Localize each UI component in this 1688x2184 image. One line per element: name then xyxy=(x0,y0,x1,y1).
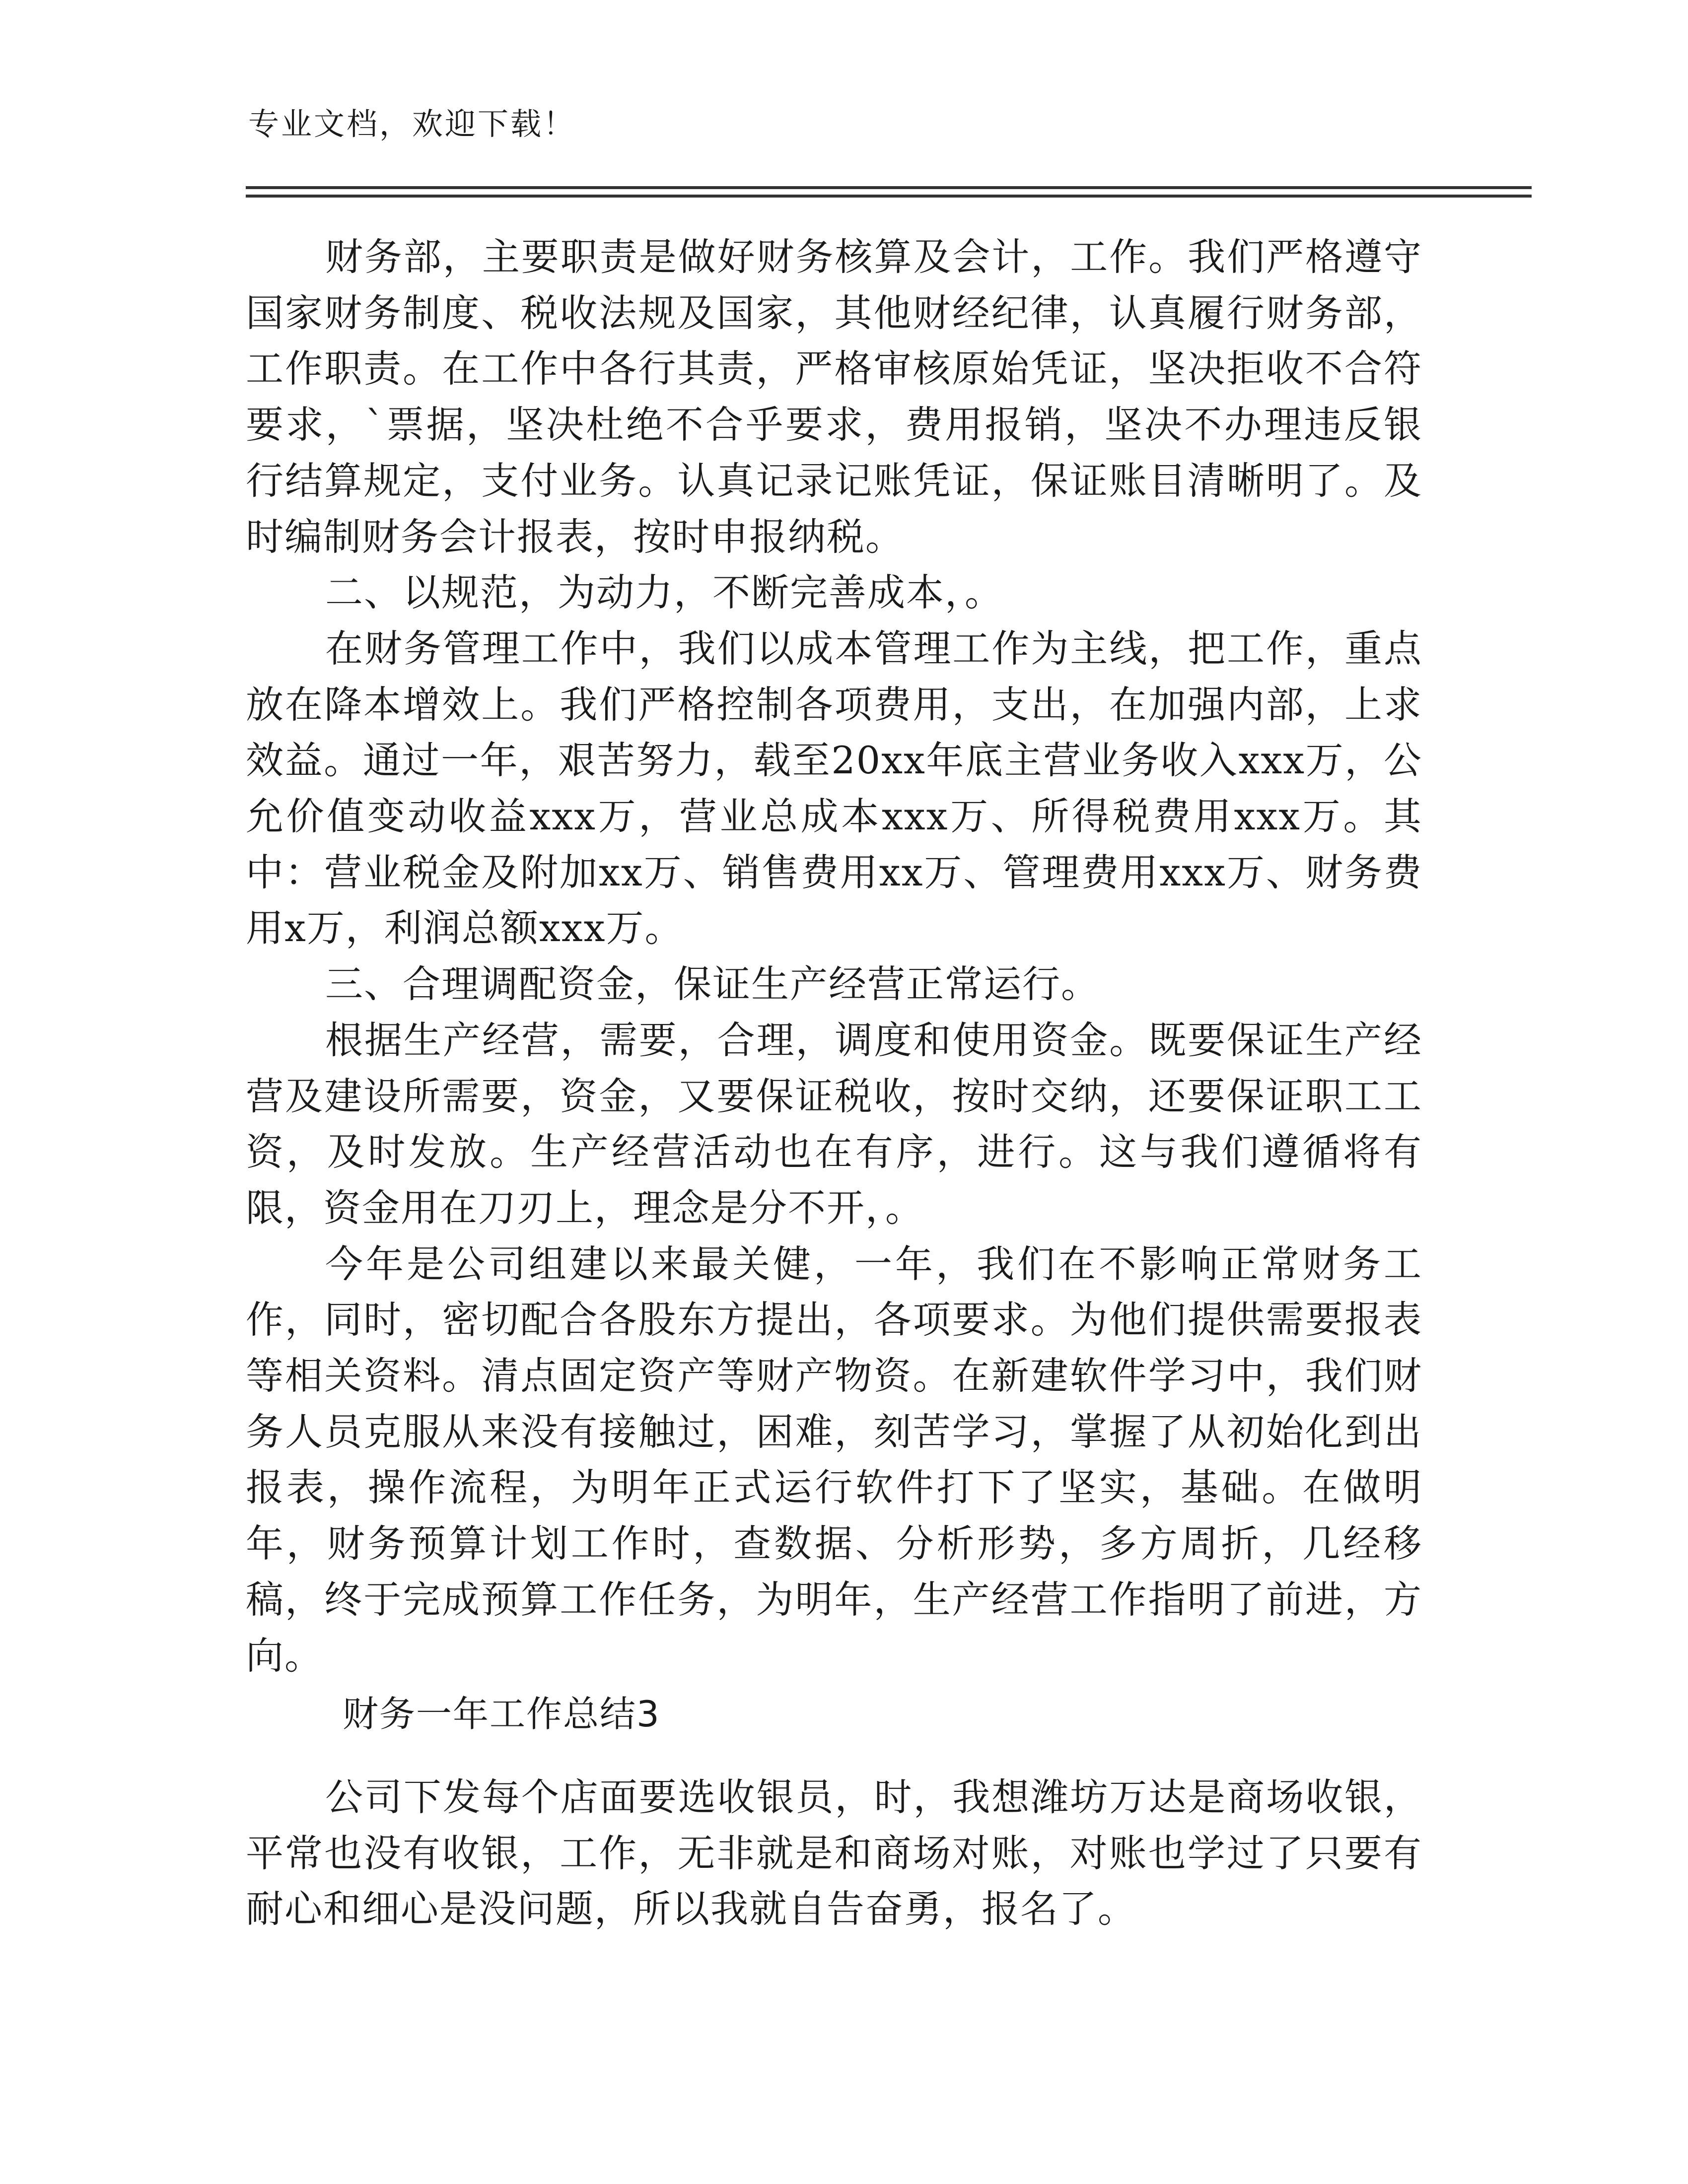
document-body xyxy=(246,229,1422,1684)
paragraph: 根据生产经营，需要，合理，调度和使用资金。既要保证生产经营及建设所需要，资金，又要保证税收，按时交纳，还要保证职工工资，及时发放。生产经营活动也在有序，进行。这与我们遵循将有限，资金用在刀刃上，理念是分不开，。 xyxy=(246,1018,1422,1230)
section-body xyxy=(246,1770,1422,1937)
paragraph: 公司下发每个店面要选收银员，时，我想潍坊万达是商场收银，平常也没有收银，工作，无非就是和商场对账，对账也学过了只要有耐心和细心是没问题，所以我就自告奋勇，报名了。 xyxy=(246,1775,1422,1931)
header-rule-bottom xyxy=(246,195,1532,198)
page-header: 专业文档，欢迎下载！ xyxy=(248,106,576,142)
paragraph: 三、合理调配资金，保证生产经营正常运行。 xyxy=(325,962,1100,1007)
paragraph: 财务部，主要职责是做好财务核算及会计，工作。我们严格遵守国家财务制度、税收法规及国家，其他财经纪律，认真履行财务部，工作职责。在工作中各行其责，严格审核原始凭证，坚决拒收不合符要求，`票据，坚决杜绝不合乎要求，费用报销，坚决不办理违反银行结算规定，支付业务。认真记录记账凭证，保证账目清晰明了。及时编制财务会计报表，按时申报纳税。 xyxy=(246,235,1422,559)
paragraph: 今年是公司组建以来最关健，一年，我们在不影响正常财务工作，同时，密切配合各股东方提出，各项要求。为他们提供需要报表等相关资料。清点固定资产等财产物资。在新建软件学习中，我们财务人员克服从来没有接触过，困难，刻苦学习，掌握了从初始化到出报表，操作流程，为明年正式运行软件打下了坚实，基础。在做明年，财务预算计划工作时，查数据、分析形势，多方周折，几经移稿，终于完成预算工作任务，为明年，生产经营工作指明了前进，方向。 xyxy=(246,1241,1422,1678)
paragraph: 二、以规范，为动力，不断完善成本，。 xyxy=(325,570,1003,615)
section-heading: 财务一年工作总结3 xyxy=(343,1693,660,1735)
paragraph: 在财务管理工作中，我们以成本管理工作为主线，把工作，重点放在降本增效上。我们严格控制各项费用，支出，在加强内部，上求效益。通过一年，艰苦努力，载至20xx年底主营业务收入xxx万，公允价值变动收益xxx万，营业总成本xxx万、所得税费用xxx万。其中：营业税金及附加xx万、销售费用xx万、管理费用xxx万、财务费用x万，利润总额xxx万。 xyxy=(246,626,1422,951)
header-rule-top xyxy=(246,186,1532,189)
